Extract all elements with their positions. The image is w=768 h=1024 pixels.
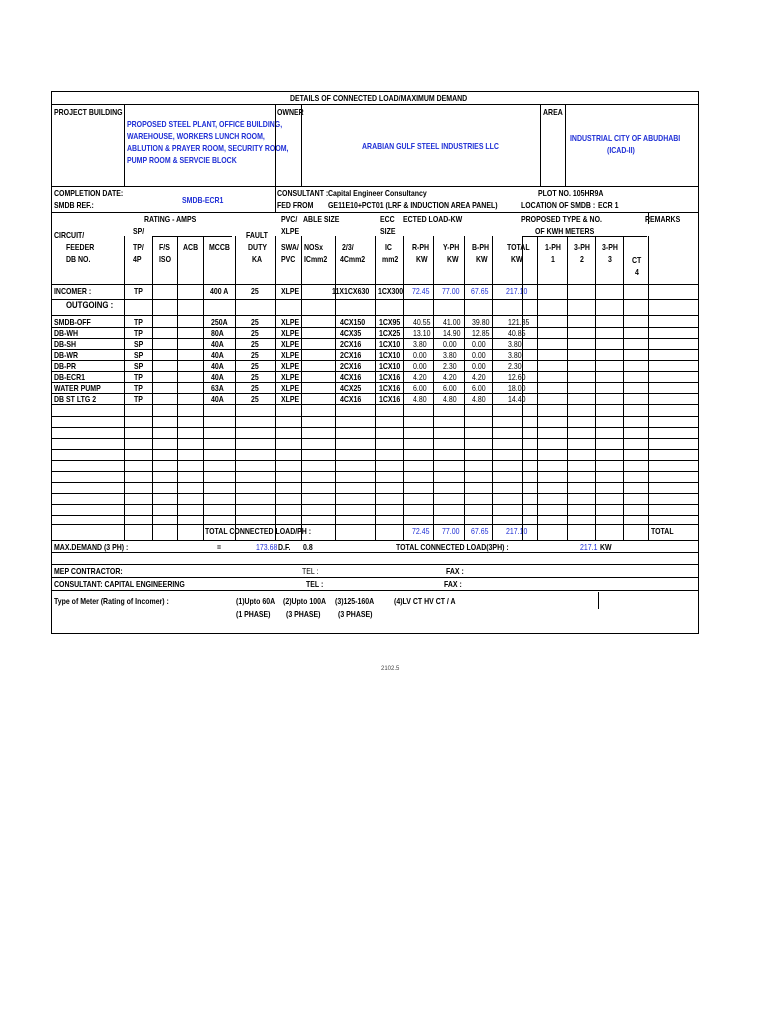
col-pvc: PVC (281, 254, 296, 264)
col-feeder: FEEDER (66, 242, 95, 252)
meter-opt4: (4)LV CT HV CT / A (394, 596, 456, 606)
tel-1: TEL : (302, 566, 319, 576)
area-line-1: INDUSTRIAL CITY OF ABUDHABI (570, 133, 681, 143)
row-mccb: 80A (211, 328, 224, 338)
row-r: 40.55 (413, 317, 431, 327)
row-r: 4.20 (413, 372, 427, 382)
tcl3-label: TOTAL CONNECTED LOAD(3PH) : (396, 542, 509, 552)
row-ecc: 1CX16 (379, 383, 401, 393)
totals-b: 67.65 (471, 526, 489, 536)
col-3ph-b: 3-PH (602, 242, 618, 252)
sheet-title: DETAILS OF CONNECTED LOAD/MAXIMUM DEMAND (290, 93, 468, 103)
grid-line (648, 212, 649, 224)
col-fs: F/S (159, 242, 170, 252)
row-total: 121.35 (508, 317, 530, 327)
max-demand-equals: = (217, 542, 222, 552)
row-fault: 25 (251, 383, 259, 393)
col-m4: 4 (635, 267, 639, 277)
row-db: DB-SH (54, 339, 77, 349)
incomer-y: 77.00 (442, 286, 460, 296)
row-cable: 2CX16 (340, 361, 362, 371)
col-1ph: 1-PH (545, 242, 561, 252)
row-mccb: 40A (211, 339, 224, 349)
totals-r: 72.45 (412, 526, 430, 536)
meter-opt3: (3)125-160A (335, 596, 375, 606)
col-ecc: ECC (380, 214, 395, 224)
row-pole: TP (134, 383, 143, 393)
project-line-3: ABLUTION & PRAYER ROOM, SECURITY ROOM, (127, 143, 289, 153)
table-column-line (567, 236, 568, 540)
col-m1: 1 (551, 254, 555, 264)
incomer-label: INCOMER : (54, 286, 92, 296)
row-xlpe: XLPE (281, 361, 300, 371)
load-sheet (51, 91, 699, 634)
grid-line (124, 104, 125, 186)
col-yph: Y-PH (443, 242, 460, 252)
row-y: 3.80 (443, 350, 457, 360)
row-xlpe: XLPE (281, 317, 300, 327)
table-column-line (623, 236, 624, 540)
table-column-line (522, 236, 523, 540)
row-y: 2.30 (443, 361, 457, 371)
meter-opt2-phase: (3 PHASE) (286, 609, 321, 619)
row-r: 6.00 (413, 383, 427, 393)
incomer-pole: TP (134, 286, 143, 296)
row-y: 14.90 (443, 328, 461, 338)
col-pvc-top: PVC/ (281, 214, 298, 224)
incomer-b: 67.65 (471, 286, 489, 296)
grid-line (52, 590, 698, 591)
col-two-three: 2/3/ (342, 242, 354, 252)
grid-line (301, 104, 302, 186)
project-line-2: WAREHOUSE, WORKERS LUNCH ROOM, (127, 131, 265, 141)
project-label: PROJECT BUILDING (54, 107, 123, 117)
col-ka: KA (252, 254, 263, 264)
row-cable: 4CX16 (340, 372, 362, 382)
row-total: 3.80 (508, 350, 522, 360)
incomer-xlpe: XLPE (281, 286, 300, 296)
grid-line (523, 236, 647, 237)
row-y: 4.80 (443, 394, 457, 404)
incomer-ecc: 1CX300 (378, 286, 404, 296)
row-total: 2.30 (508, 361, 522, 371)
table-column-line (433, 236, 434, 540)
fed-from-label: FED FROM (277, 200, 314, 210)
incomer-fault: 25 (251, 286, 259, 296)
col-icmm2: ICmm2 (304, 254, 328, 264)
col-4cmm2: 4Cmm2 (340, 254, 366, 264)
table-column-line (464, 236, 465, 540)
row-xlpe: XLPE (281, 372, 300, 382)
col-circuit: CIRCUIT/ (54, 230, 85, 240)
row-cable: 4CX25 (340, 383, 362, 393)
col-m2: 2 (580, 254, 584, 264)
grid-line (52, 186, 698, 187)
col-ic: IC (385, 242, 392, 252)
row-ecc: 1CX10 (379, 350, 401, 360)
incomer-cable: 11X1CX630 (332, 286, 370, 296)
row-ecc: 1CX95 (379, 317, 401, 327)
row-pole: TP (134, 394, 143, 404)
row-fault: 25 (251, 328, 259, 338)
col-4p: 4P (133, 254, 142, 264)
row-r: 3.80 (413, 339, 427, 349)
area-line-2: (ICAD-II) (607, 145, 635, 155)
row-pole: TP (134, 328, 143, 338)
row-cable: 4CX150 (340, 317, 366, 327)
tel-2: TEL : (306, 579, 324, 589)
row-xlpe: XLPE (281, 350, 300, 360)
row-mccb: 40A (211, 394, 224, 404)
table-column-line (203, 236, 204, 540)
row-fault: 25 (251, 394, 259, 404)
grid-line (52, 552, 698, 553)
row-b: 6.00 (472, 383, 486, 393)
col-fault: FAULT (246, 230, 268, 240)
table-column-line (492, 236, 493, 540)
row-pole: SP (134, 361, 144, 371)
col-3ph-a: 3-PH (574, 242, 590, 252)
col-connected-load: ECTED LOAD-KW (403, 214, 463, 224)
row-db: DB ST LTG 2 (54, 394, 97, 404)
row-fault: 25 (251, 339, 259, 349)
row-mccb: 250A (211, 317, 228, 327)
consultant-value: Capital Engineer Consultancy (328, 188, 427, 198)
row-fault: 25 (251, 350, 259, 360)
plot-label: PLOT NO. 105HR9A (538, 188, 604, 198)
row-xlpe: XLPE (281, 394, 300, 404)
project-line-1: PROPOSED STEEL PLANT, OFFICE BUILDING, (127, 119, 283, 129)
row-b: 4.80 (472, 394, 486, 404)
row-y: 41.00 (443, 317, 461, 327)
df-value: 0.8 (303, 542, 313, 552)
row-b: 0.00 (472, 361, 486, 371)
grid-line (52, 577, 698, 578)
row-total: 40.85 (508, 328, 526, 338)
row-cable: 4CX35 (340, 328, 362, 338)
col-iso: ISO (159, 254, 172, 264)
col-rph: R-PH (412, 242, 430, 252)
smdb-value: SMDB-ECR1 (182, 195, 224, 205)
grid-line (540, 104, 541, 186)
incomer-r: 72.45 (412, 286, 430, 296)
table-column-line (537, 236, 538, 540)
row-total: 12.60 (508, 372, 526, 382)
row-r: 13.10 (413, 328, 431, 338)
row-b: 12.85 (472, 328, 490, 338)
grid-line (52, 212, 698, 213)
col-kw-total: KW (511, 254, 523, 264)
meter-opt2: (2)Upto 100A (283, 596, 326, 606)
max-demand-label: MAX.DEMAND (3 PH) : (54, 542, 129, 552)
row-db: DB-WR (54, 350, 79, 360)
table-column-line (648, 236, 649, 540)
table-column-line (403, 236, 404, 540)
tcl3-value: 217.1 (580, 542, 598, 552)
col-mm2: mm2 (382, 254, 399, 264)
row-db: SMDB-OFF (54, 317, 91, 327)
row-y: 4.20 (443, 372, 457, 382)
meter-opt1: (1)Upto 60A (236, 596, 276, 606)
page-footer-text: 2102.5 (381, 666, 400, 672)
location-label: LOCATION OF SMDB : (521, 200, 596, 210)
project-line-4: PUMP ROOM & SERVCIE BLOCK (127, 155, 237, 165)
row-pole: SP (134, 350, 144, 360)
incomer-mccb: 400 A (210, 286, 229, 296)
table-column-line (275, 236, 276, 540)
col-proposed-type: PROPOSED TYPE & NO. (521, 214, 602, 224)
meter-type-label: Type of Meter (Rating of Incomer) : (54, 596, 169, 606)
row-fault: 25 (251, 361, 259, 371)
row-mccb: 63A (211, 383, 224, 393)
col-total: TOTAL (507, 242, 530, 252)
col-of-kwh: OF KWH METERS (535, 226, 595, 236)
row-mccb: 40A (211, 361, 224, 371)
row-pole: TP (134, 372, 143, 382)
grid-line (52, 104, 698, 105)
row-fault: 25 (251, 372, 259, 382)
meter-opt1-phase: (1 PHASE) (236, 609, 271, 619)
col-rating-amps: RATING - AMPS (144, 214, 197, 224)
row-pole: SP (134, 339, 144, 349)
grid-line (52, 540, 698, 541)
df-label: D.F. (278, 542, 291, 552)
row-fault: 25 (251, 317, 259, 327)
table-column-line (177, 236, 178, 540)
row-cable: 2CX16 (340, 339, 362, 349)
row-y: 0.00 (443, 339, 457, 349)
meter-opt3-phase: (3 PHASE) (338, 609, 373, 619)
row-db: WATER PUMP (54, 383, 101, 393)
row-total: 3.80 (508, 339, 522, 349)
row-xlpe: XLPE (281, 339, 300, 349)
row-ecc: 1CX16 (379, 394, 401, 404)
col-remarks: REMARKS (645, 214, 681, 224)
location-value: ECR 1 (598, 200, 619, 210)
row-xlpe: XLPE (281, 328, 300, 338)
row-b: 39.80 (472, 317, 490, 327)
fed-from-value: GE11E10+PCT01 (LRF & INDUCTION AREA PANEL) (328, 200, 498, 210)
row-b: 4.20 (472, 372, 486, 382)
col-db-no: DB NO. (66, 254, 91, 264)
row-cable: 4CX16 (340, 394, 362, 404)
col-acb: ACB (183, 242, 199, 252)
fax-1: FAX : (446, 566, 464, 576)
row-ecc: 1CX25 (379, 328, 401, 338)
row-db: DB-PR (54, 361, 77, 371)
max-demand-value: 173.68 (256, 542, 278, 552)
row-y: 6.00 (443, 383, 457, 393)
owner-value: ARABIAN GULF STEEL INDUSTRIES LLC (362, 141, 499, 151)
col-bph: B-PH (472, 242, 490, 252)
completion-label: COMPLETION DATE: (54, 188, 124, 198)
table-column-line (335, 236, 336, 540)
col-sp: SP/ (133, 226, 145, 236)
grid-line (52, 564, 698, 565)
totals-total: 217.10 (506, 526, 528, 536)
col-xlpe: XLPE (281, 226, 300, 236)
col-m3: 3 (608, 254, 612, 264)
totals-end-label: TOTAL (651, 526, 674, 536)
row-r: 4.80 (413, 394, 427, 404)
col-tp: TP/ (133, 242, 144, 252)
owner-label: OWNER (277, 107, 304, 117)
col-kw-r: KW (416, 254, 428, 264)
totals-label: TOTAL CONNECTED LOAD/PH : (205, 526, 312, 536)
col-kw-b: KW (476, 254, 488, 264)
mep-label: MEP CONTRACTOR: (54, 566, 123, 576)
totals-y: 77.00 (442, 526, 460, 536)
row-pole: TP (134, 317, 143, 327)
col-duty: DUTY (248, 242, 267, 252)
table-column-line (152, 236, 153, 540)
row-db: DB-ECR1 (54, 372, 85, 382)
tcl3-unit: KW (600, 542, 612, 552)
smdb-ref-label: SMDB REF.: (54, 200, 94, 210)
row-mccb: 40A (211, 350, 224, 360)
row-xlpe: XLPE (281, 383, 300, 393)
row-ecc: 1CX10 (379, 361, 401, 371)
row-mccb: 40A (211, 372, 224, 382)
row-r: 0.00 (413, 361, 427, 371)
col-ct: CT (632, 255, 642, 265)
row-b: 0.00 (472, 339, 486, 349)
row-b: 0.00 (472, 350, 486, 360)
consultant-bottom-label: CONSULTANT: CAPITAL ENGINEERING (54, 579, 185, 589)
fax-2: FAX : (444, 579, 462, 589)
table-column-line (375, 236, 376, 540)
grid-line (565, 104, 566, 186)
grid-line (275, 104, 276, 212)
meter-cursor-mark (598, 592, 599, 609)
consultant-label: CONSULTANT : (277, 188, 329, 198)
row-ecc: 1CX10 (379, 339, 401, 349)
col-mccb: MCCB (209, 242, 230, 252)
col-cable-size: ABLE SIZE (303, 214, 340, 224)
col-kw-y: KW (447, 254, 459, 264)
table-column-line (124, 236, 125, 540)
incomer-total: 217.10 (506, 286, 528, 296)
area-label: AREA : (543, 107, 567, 117)
grid-line (152, 236, 232, 237)
col-nosx: NOSx (304, 242, 323, 252)
col-size: SIZE (380, 226, 396, 236)
row-cable: 2CX16 (340, 350, 362, 360)
col-swa: SWA/ (281, 242, 299, 252)
row-total: 14.40 (508, 394, 526, 404)
table-column-line (595, 236, 596, 540)
table-column-line (301, 236, 302, 540)
row-ecc: 1CX16 (379, 372, 401, 382)
row-r: 0.00 (413, 350, 427, 360)
row-db: DB-WH (54, 328, 79, 338)
outgoing-label: OUTGOING : (66, 300, 114, 311)
table-column-line (235, 236, 236, 540)
row-total: 18.00 (508, 383, 526, 393)
